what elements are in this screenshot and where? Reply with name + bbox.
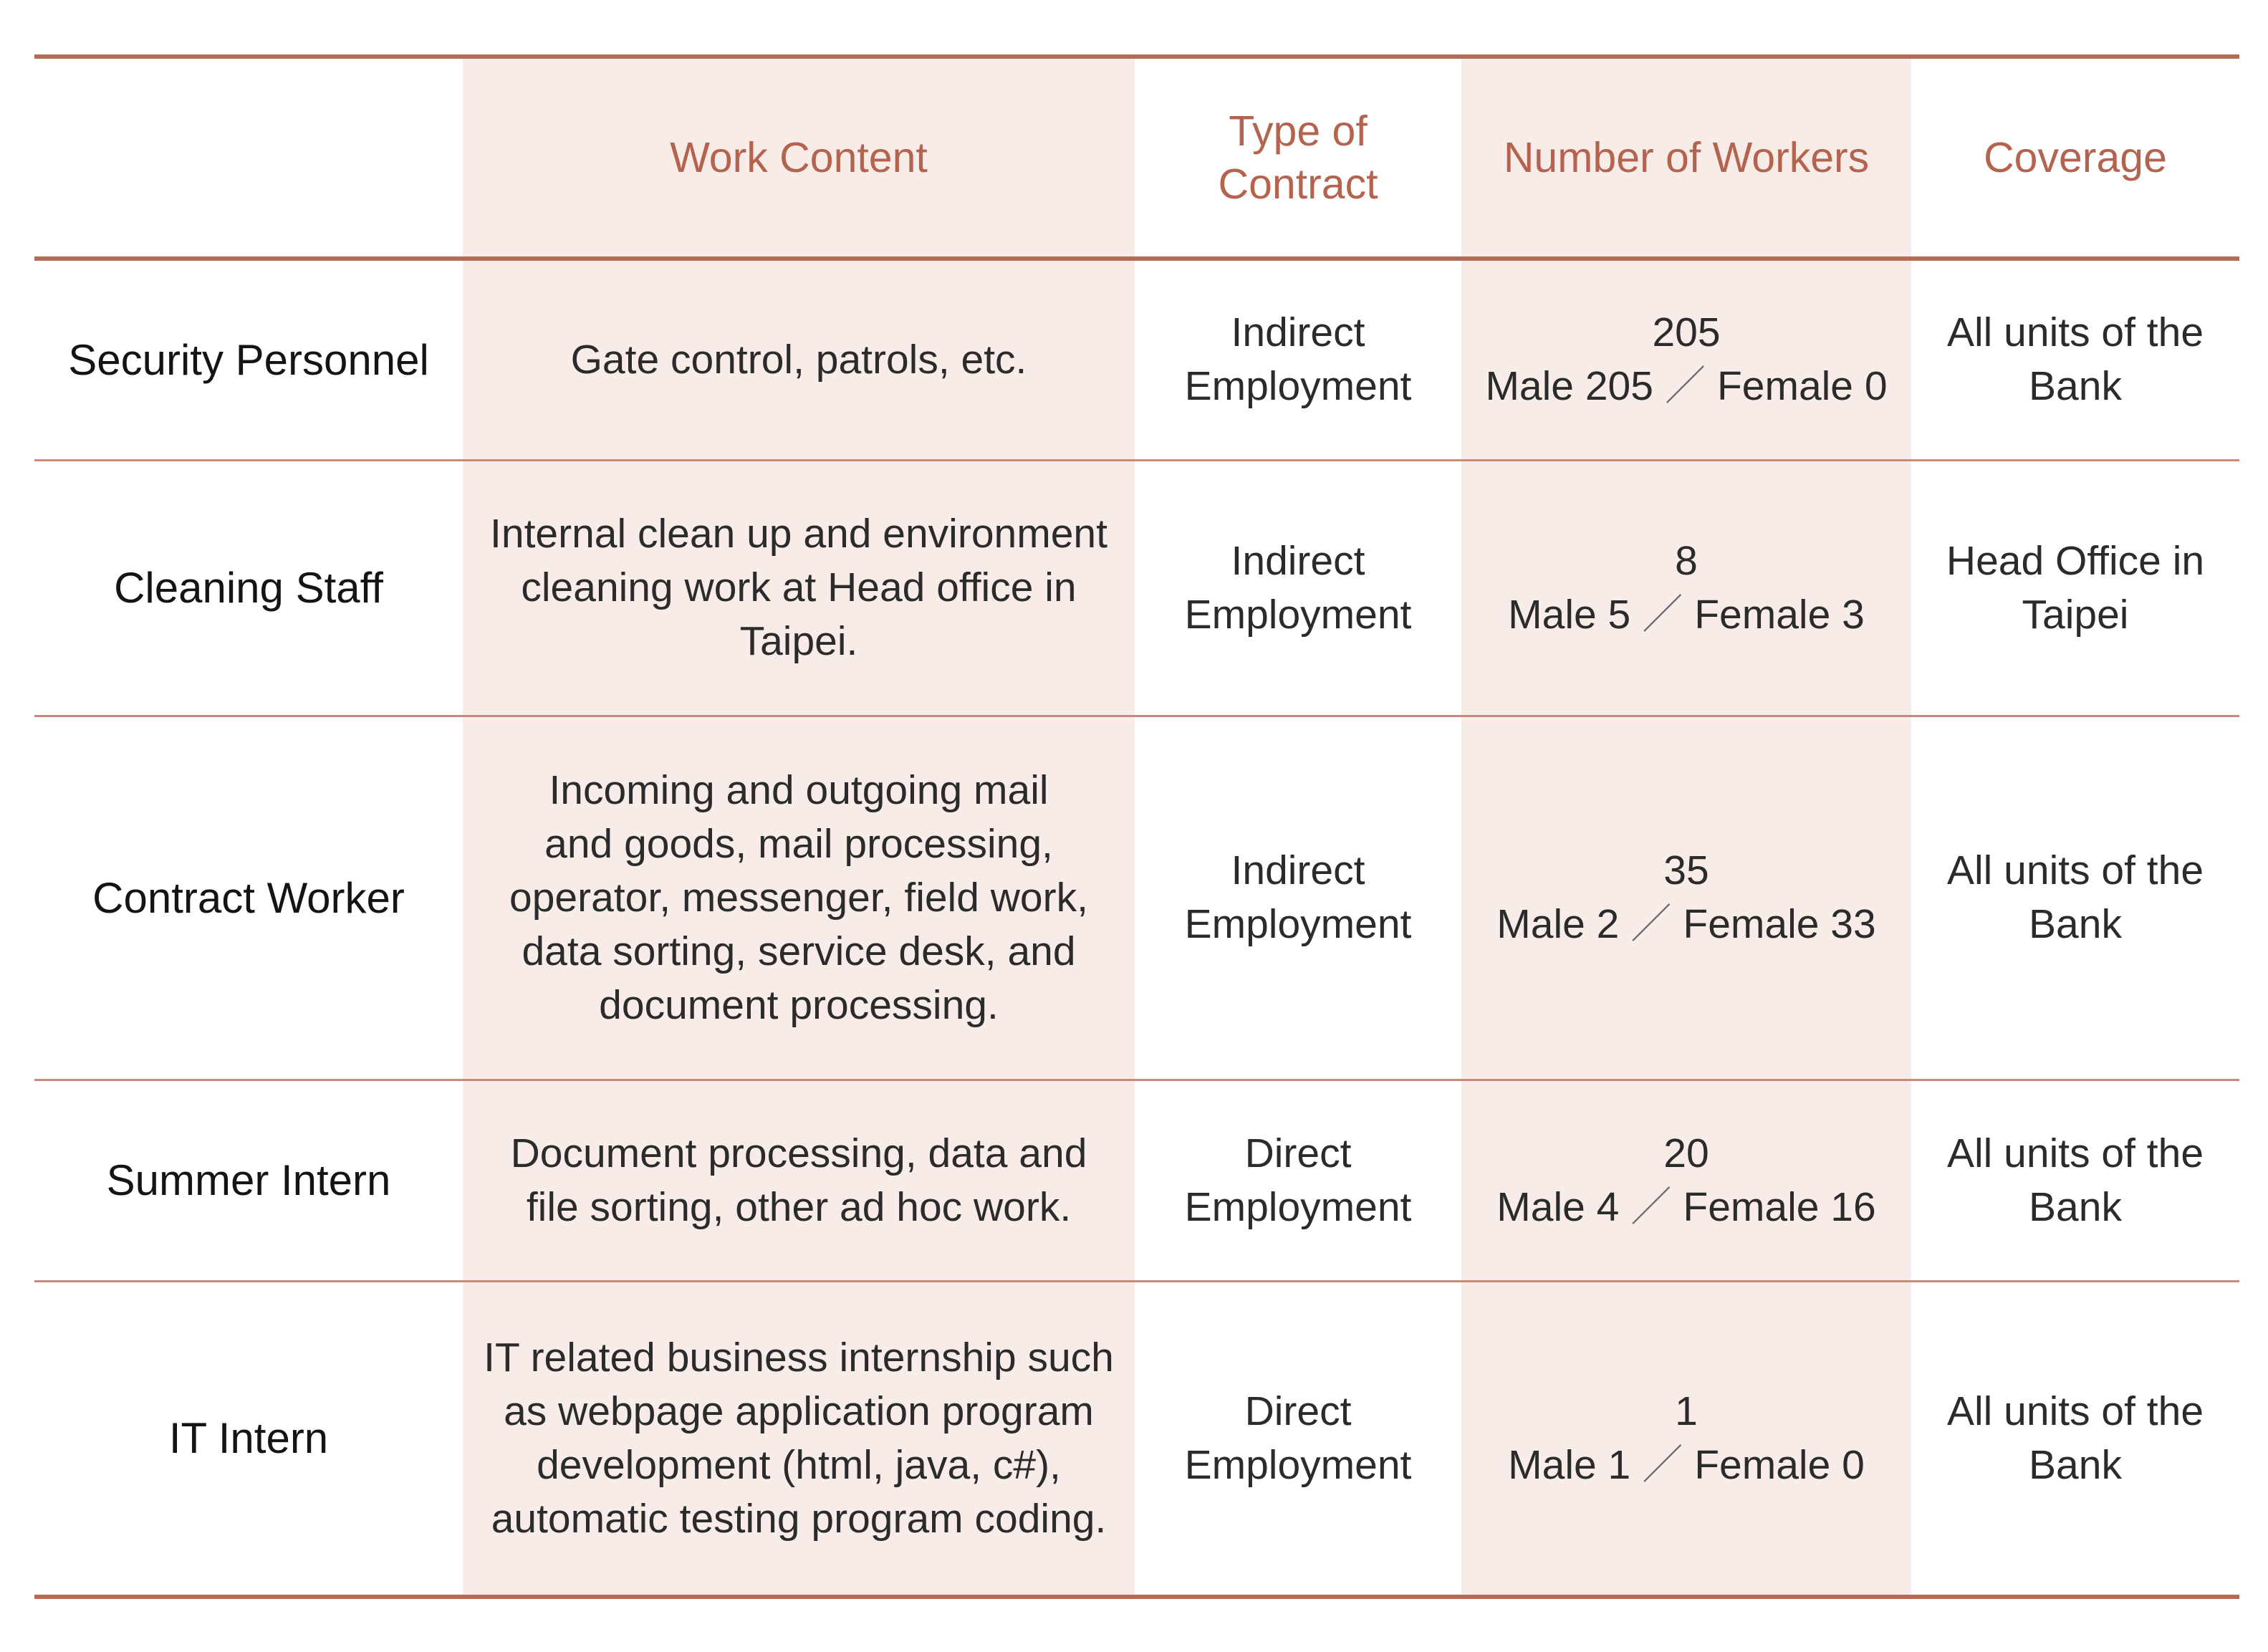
work-content-line: Incoming and outgoing mail [549,767,1049,813]
coverage-line: All units of the [1946,847,2204,893]
header-coverage: Coverage [1911,57,2239,259]
workers-gender-breakdown [1476,1439,1897,1492]
separator-slash: ／ [1630,901,1672,947]
workers-table [34,54,2239,1599]
work-content-line: file sorting, other ad hoc work. [526,1183,1072,1230]
coverage-line: All units of the [1946,309,2204,356]
work-content-cell [463,259,1135,460]
header-type-of-contract-line: Type of [1229,107,1368,155]
work-content-line: document processing. [599,981,999,1028]
contract-type-line: Employment [1184,591,1412,638]
header-number-of-workers: Number of Workers [1461,57,1911,259]
coverage-line: Taipei [2022,591,2129,638]
work-content-line: development (html, java, c#), [537,1441,1061,1488]
role-cell: Security Personnel [34,259,463,460]
table-row [34,259,2239,460]
work-content-cell [463,460,1135,716]
workers-male: Male 1 [1508,1441,1631,1488]
coverage-cell [1911,460,2239,716]
work-content-line: operator, messenger, field work, [509,874,1088,921]
header-work-content: Work Content [463,57,1135,259]
workers-table-container [34,54,2239,1599]
workers-count-cell [1461,1080,1911,1281]
work-content-line: IT related business internship such [484,1334,1114,1380]
coverage-line: Head Office in [1946,537,2205,584]
separator-slash: ／ [1642,1441,1683,1488]
contract-type-cell [1135,1281,1461,1597]
workers-gender-breakdown [1476,360,1897,413]
workers-gender-breakdown [1476,588,1897,642]
workers-count-cell [1461,460,1911,716]
workers-count-cell [1461,259,1911,460]
workers-female: Female 16 [1683,1183,1876,1230]
table-header-row [34,57,2239,259]
coverage-line: All units of the [1946,1388,2204,1434]
workers-female: Female 0 [1694,1441,1865,1488]
table-row [34,460,2239,716]
work-content-cell [463,716,1135,1080]
work-content-line: as webpage application program [504,1388,1094,1434]
workers-gender-breakdown [1476,898,1897,951]
contract-type-cell [1135,460,1461,716]
coverage-cell [1911,716,2239,1080]
header-type-of-contract-line: Contract [1218,160,1378,208]
header-type-of-contract [1135,57,1461,259]
workers-count-cell [1461,1281,1911,1597]
coverage-cell [1911,1080,2239,1281]
workers-total: 8 [1675,537,1698,584]
workers-female: Female 33 [1683,901,1876,947]
contract-type-line: Employment [1184,1441,1412,1488]
workers-total: 205 [1652,309,1721,356]
workers-gender-breakdown [1476,1181,1897,1234]
workers-total: 35 [1663,847,1709,893]
contract-type-cell [1135,1080,1461,1281]
work-content-line: automatic testing program coding. [491,1495,1107,1542]
work-content-cell [463,1281,1135,1597]
contract-type-line: Employment [1184,363,1412,410]
contract-type-line: Indirect [1231,537,1365,584]
contract-type-line: Employment [1184,1183,1412,1230]
table-row [34,1281,2239,1597]
role-cell: Cleaning Staff [34,460,463,716]
contract-type-cell [1135,259,1461,460]
coverage-line: Bank [2029,363,2122,410]
table-row [34,716,2239,1080]
coverage-cell [1911,1281,2239,1597]
work-content-line: cleaning work at Head office in [521,565,1077,610]
workers-male: Male 2 [1496,901,1620,947]
coverage-line: Bank [2029,1183,2122,1230]
coverage-line: All units of the [1946,1130,2204,1176]
work-content-line: and goods, mail processing, [544,820,1053,867]
contract-type-line: Direct [1244,1130,1352,1176]
contract-type-cell [1135,716,1461,1080]
workers-count-cell [1461,716,1911,1080]
workers-male: Male 205 [1485,363,1653,410]
workers-total: 1 [1675,1388,1698,1434]
header-role [34,57,463,259]
contract-type-line: Direct [1244,1388,1352,1434]
contract-type-line: Indirect [1231,847,1365,893]
work-content-line: Internal clean up and environment [490,511,1107,557]
separator-slash: ／ [1664,363,1706,410]
role-cell: Summer Intern [34,1080,463,1281]
separator-slash: ／ [1642,591,1683,638]
workers-female: Female 0 [1716,363,1888,410]
coverage-line: Bank [2029,1441,2122,1488]
work-content-line: Document processing, data and [510,1130,1087,1176]
workers-total: 20 [1663,1130,1709,1176]
role-cell: IT Intern [34,1281,463,1597]
role-cell: Contract Worker [34,716,463,1080]
work-content-line: data sorting, service desk, and [522,928,1076,974]
workers-male: Male 4 [1496,1183,1620,1230]
coverage-cell [1911,259,2239,460]
contract-type-line: Indirect [1231,309,1365,356]
workers-female: Female 3 [1694,591,1865,638]
separator-slash: ／ [1630,1183,1672,1230]
work-content-line: Gate control, patrols, etc. [570,336,1027,383]
work-content-line: Taipei. [739,618,858,664]
coverage-line: Bank [2029,901,2122,947]
table-row [34,1080,2239,1281]
contract-type-line: Employment [1184,901,1412,947]
workers-male: Male 5 [1508,591,1631,638]
work-content-cell [463,1080,1135,1281]
